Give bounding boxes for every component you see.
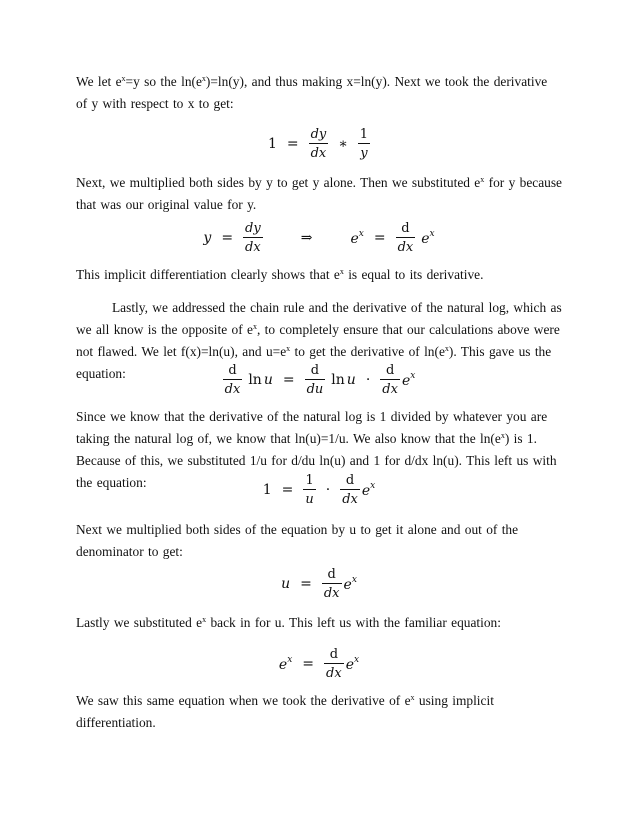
equation-5 [0,564,638,604]
eq-equals: = [281,482,294,498]
frac-denominator: u [303,489,315,507]
equation-6 [0,644,638,684]
superscript: x [286,344,291,353]
eq-dot: · [365,372,371,388]
exp-base: e [343,577,352,593]
eq-exp-term [402,371,415,389]
text-run: ) is 1. Because of this, we substituted 1/u for d/du ln(u) and 1 for d/dx ln(u). This left us with the equation: [76,431,557,490]
eq-exp-term [279,655,292,673]
frac-numerator: d [327,567,336,582]
frac-numerator: d [385,363,395,378]
exp-base: e [278,657,288,673]
text-run: Lastly, we addressed the chain rule and the derivative of the natural log, which as we all know is the opposite of e [76,300,562,337]
superscript: x [444,344,449,353]
frac-denominator: du [305,379,326,397]
eq-var: u [346,372,356,388]
superscript: x [202,615,207,624]
eq-fraction [324,647,344,681]
eq-times: ∗ [338,136,348,152]
equation-2 [0,218,638,258]
eq-equals: = [302,656,315,672]
eq-exp-term [350,229,363,247]
frac-denominator: dx [223,379,243,397]
equation-3 [0,360,638,400]
eq-equals: = [286,136,299,152]
eq-fraction [380,363,400,397]
eq-lhs: u [281,576,291,592]
exp-base: e [345,657,354,673]
superscript: x [410,693,415,702]
superscript: x [500,431,505,440]
frac-numerator: dy [245,221,261,236]
eq-fraction [340,473,360,507]
text-run: This implicit differentiation clearly shows that e [76,267,340,282]
exp-power: x [351,575,357,585]
text-run: back in for u. This left us with the familiar equation: [206,615,501,630]
frac-denominator: dx [309,143,329,161]
superscript: x [480,175,485,184]
frac-denominator: dx [340,489,360,507]
text-run: for y because that was our original value for y. [76,175,562,212]
text-run: , to completely ensure that our calculations above were not flawed. We let f(x)=ln(u), and u=e [76,322,560,359]
exp-power: x [410,371,416,381]
equation-1 [0,124,638,164]
eq-implies: ⇒ [300,230,313,246]
text-run: Since we know that the derivative of the natural log is 1 divided by whatever you are taking the natural log of, we know that ln(u)=1/u. We also know that the ln(e [76,409,548,446]
eq-fraction [243,221,263,255]
superscript: x [201,74,206,83]
frac-denominator: dx [322,583,342,601]
eq-fraction [223,363,243,397]
frac-denominator: y [358,143,369,161]
eq-equals: = [282,372,295,388]
exp-base: e [350,231,359,247]
paragraph-final [76,690,562,734]
frac-denominator: dx [243,237,263,255]
frac-denominator: dx [380,379,400,397]
text-run: Next we multiplied both sides of the equation by u to get it alone and out of the denominator to get: [76,522,519,559]
eq-equals: = [300,576,312,592]
eq-equals: = [221,230,234,246]
eq-dot: · [325,482,331,498]
eq-ln: ln [248,372,262,388]
text-run: ). This gave us the equation: [76,344,552,381]
superscript: x [252,322,257,331]
eq-ln: ln [331,372,345,388]
exp-base: e [421,231,430,247]
frac-numerator: dy [310,127,327,142]
superscript: x [121,74,126,83]
eq-exp-term [421,229,434,247]
text-run: We saw this same equation when we took the derivative of e [76,693,411,708]
frac-numerator: 1 [305,473,314,488]
eq-var: u [263,372,273,388]
paragraph-substitute-back [76,612,562,634]
text-run: Next, we multiplied both sides by y to get y alone. Then we substituted e [76,175,481,190]
exp-power: x [370,481,376,491]
text-run: =y so the ln(e [125,74,202,89]
frac-numerator: d [310,363,320,378]
eq-fraction [322,567,342,601]
eq-exp-term [346,655,359,673]
paragraph-multiply-u [76,519,562,563]
text-run: )=ln(y), and thus making x=ln(y). Next we took the derivative of y with respect to x to get: [76,74,548,111]
exp-power: x [429,229,435,239]
equation-4 [0,470,638,510]
eq-fraction [305,363,326,397]
frac-denominator: dx [324,663,344,681]
text-run: We let e [76,74,122,89]
eq-exp-term [362,481,375,499]
frac-numerator: d [345,473,355,488]
exp-power: x [287,655,293,665]
paragraph-substitution [76,172,562,216]
eq-lhs: y [203,230,212,246]
exp-base: e [401,373,411,389]
eq-exp-term [344,575,357,593]
eq-lhs: 1 [267,136,277,152]
eq-fraction [358,127,370,161]
frac-numerator: d [329,647,339,662]
exp-power: x [353,655,360,665]
exp-base: e [361,483,371,499]
eq-fraction [303,473,315,507]
text-run: using implicit differentiation. [76,693,494,730]
eq-fraction [309,127,329,161]
text-run: to get the derivative of ln(e [290,344,445,359]
text-run: Lastly we substituted e [76,615,203,630]
superscript: x [339,267,344,276]
exp-power: x [358,229,364,239]
eq-fraction [396,221,416,255]
paragraph-intro [76,71,562,115]
frac-denominator: dx [396,237,416,255]
eq-equals: = [373,230,386,246]
frac-numerator: d [228,363,237,378]
paragraph-conclusion-implicit [76,264,562,286]
frac-numerator: 1 [359,127,369,142]
frac-numerator: d [401,221,410,236]
eq-lhs: 1 [262,482,272,498]
text-run: is equal to its derivative. [343,267,484,282]
